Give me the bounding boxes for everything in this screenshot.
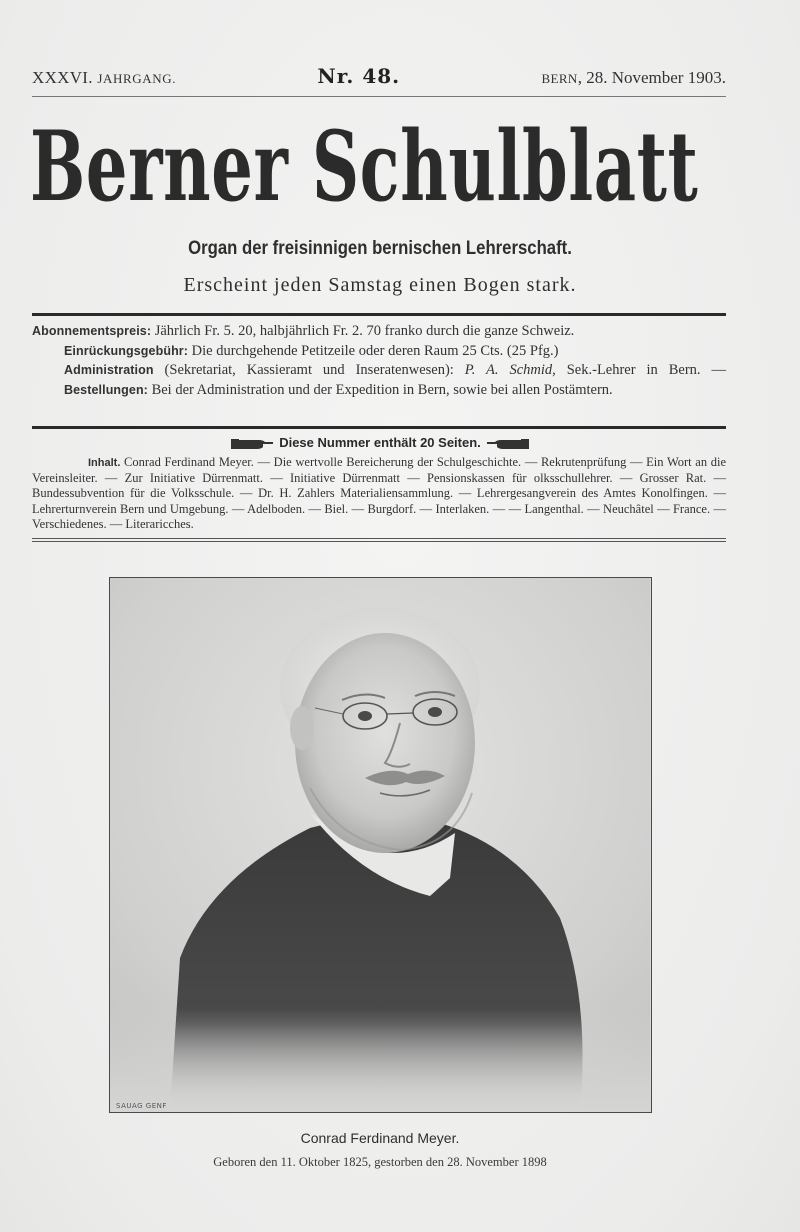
issue-number: Nr. 48. [317, 64, 401, 88]
pointing-hand-right-icon [231, 437, 273, 451]
insertion-text: Die durchgehende Petitzeile oder deren Raum 25 Cts. (25 Pfg.) [188, 342, 559, 359]
caption-dates: Geboren den 11. Oktober 1825, gestorben den 28. November 1898 [213, 1155, 547, 1169]
pointing-hand-left-icon [487, 437, 529, 451]
page-count-notice [0, 435, 760, 451]
volume [32, 68, 176, 88]
subscription-label: Abonnementspreis: [32, 324, 152, 338]
publication-frequency: Erscheint jeden Samstag einen Bogen stark. [183, 274, 577, 296]
date: , 28. November 1903. [577, 68, 726, 87]
orders-text: Bei der Administration und der Expedition in Bern, sowie bei allen Postämtern. [147, 381, 613, 398]
admin-label: Administration [64, 363, 154, 377]
place: BERN [541, 71, 578, 86]
dateline [541, 68, 726, 88]
table-of-contents [32, 455, 726, 532]
admin-text-2: Sek.-Lehrer in Bern. — [555, 362, 726, 378]
caption-name: Conrad Ferdinand Meyer. [300, 1130, 460, 1146]
divider [32, 96, 726, 97]
newspaper-title: Berner Schulblatt [30, 110, 699, 223]
volume-number: XXXVI. [32, 68, 93, 87]
orders-label: Bestellungen: [64, 382, 148, 397]
notice-text: Diese Nummer enthält 20 Seiten. [279, 435, 481, 450]
admin-name: P. A. Schmid, [464, 362, 556, 378]
contents-label: Inhalt. [88, 457, 121, 469]
portrait-image [109, 577, 652, 1113]
portrait-illustration [110, 578, 650, 1111]
subtitle: Organ der freisinnigen bernischen Lehrerschaft. [188, 238, 572, 259]
masthead-top-line [32, 64, 726, 90]
volume-label: JAHRGANG. [97, 71, 177, 86]
insertion-label: Einrückungsgebühr: [64, 343, 189, 358]
subscription-info [32, 322, 726, 400]
heavy-divider [32, 313, 726, 316]
double-divider [32, 538, 726, 542]
contents-text: Conrad Ferdinand Meyer. — Die wertvolle Bereicherung der Schulgeschichte. — Rekrutenprüfung — Ein Wort an die Vereinsleiter. — Zur Initiative Dürrenmatt. — Initiative Dürrenmatt — Pensionskassen für olksschullehrer. — Grosser Rat. — Bundessubvention für die Volksschule. — Dr. H. Zahlers Materialiensammlung. — Lehrergesangverein des Amtes Konolfingen. — Lehrerturnverein Bern und Umgebung. — Adelboden. — Biel. — Burgdorf. — Interlaken. — — Langenthal. — Neuchâtel — France. — Verschiedenes. — Literaricches. [32, 455, 726, 531]
admin-text: (Sekretariat, Kassieramt und Inseratenwesen): [153, 362, 465, 378]
heavy-divider [32, 426, 726, 429]
subscription-text: Jährlich Fr. 5. 20, halbjährlich Fr. 2. 70 franko durch die ganze Schweiz. [151, 323, 575, 339]
engraver-mark: SAUAG GENF [116, 1102, 167, 1110]
